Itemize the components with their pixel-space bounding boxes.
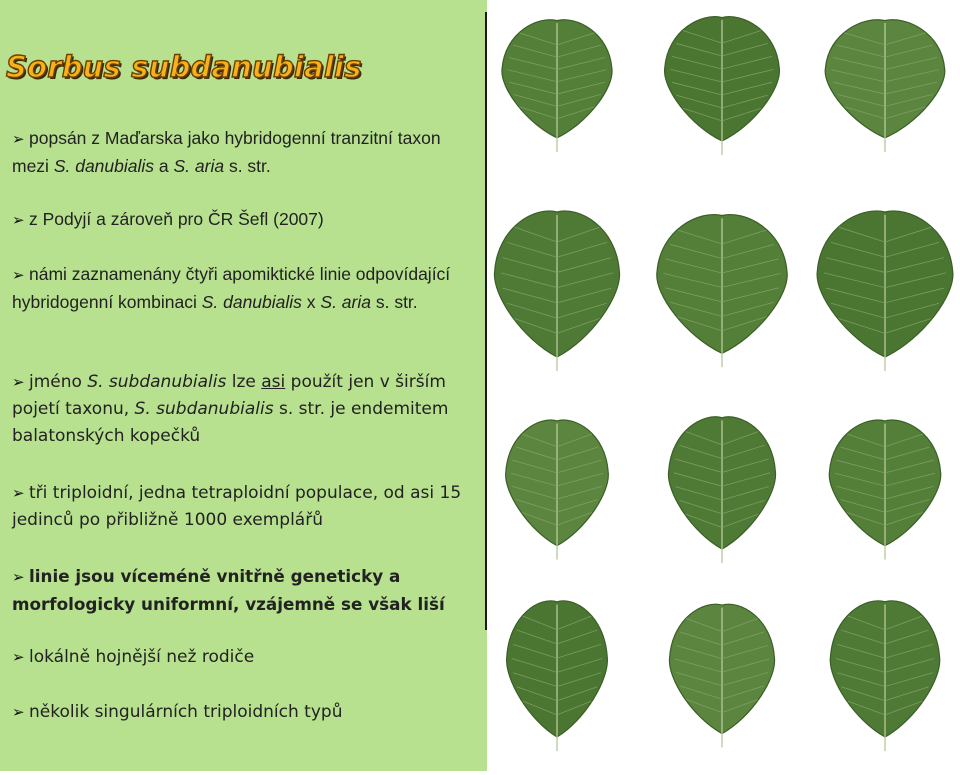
leaf-specimen: [669, 604, 774, 747]
bullet-text: použít jen v širším pojetí taxonu,: [12, 372, 446, 419]
bullet-text: S. aria: [320, 292, 371, 312]
bullet-text: s. str.: [224, 156, 271, 176]
bullet-text: jméno: [29, 372, 88, 392]
bullet-description: [12, 125, 482, 180]
leaf-specimen: [830, 601, 939, 751]
bullet-text: lze: [226, 372, 262, 392]
arrow-bullet-icon: ➢: [12, 130, 25, 148]
bullet-text: S. danubialis: [53, 156, 155, 176]
bullet-name: [12, 369, 482, 450]
bullet-text: s. str.: [370, 292, 418, 312]
bullet-text: popsán z Maďarska jako hybridogenní tranzitní taxon mezi: [12, 128, 441, 176]
bullet-text: S. subdanubialis: [87, 372, 227, 392]
bullet-text: z Podyjí a zároveň pro ČR Šefl (2007): [29, 209, 324, 229]
bullet-text: tři triploidní, jedna tetraploidní populace, od asi 15 jedinců po přibližně 1000 exemplářů: [12, 483, 462, 530]
bullet-text: asi: [261, 372, 286, 392]
slide-title: Sorbus subdanubialis: [6, 50, 362, 84]
leaf-specimen: [506, 420, 609, 560]
arrow-bullet-icon: ➢: [12, 484, 25, 502]
bullet-text: S. danubialis: [201, 292, 302, 312]
leaf-specimen: [665, 17, 780, 155]
bullet-text: x: [301, 292, 321, 312]
bullet-text: s. str. je endemitem balatonských kopečků: [12, 399, 449, 446]
bullet-origin: [12, 206, 482, 234]
leaf-specimens-image: [487, 0, 960, 771]
bullet-text: několik singulárních triploidních typů: [29, 702, 343, 722]
bullet-abundance: [12, 644, 482, 671]
bullet-text: S. subdanubialis: [134, 399, 274, 419]
leaf-specimen: [825, 20, 945, 152]
leaf-specimen: [494, 211, 619, 371]
arrow-bullet-icon: ➢: [12, 703, 25, 721]
leaf-specimen: [817, 211, 953, 371]
bullet-singular: [12, 699, 482, 726]
bullet-text: námi zaznamenány čtyři apomiktické linie odpovídající hybridogenní kombinaci: [12, 264, 451, 312]
bullet-populations: [12, 480, 482, 534]
bullet-lines: [12, 261, 482, 316]
bullet-text: a: [154, 156, 174, 176]
leaf-specimen: [657, 215, 787, 368]
arrow-bullet-icon: ➢: [12, 648, 25, 666]
leaf-specimens-grid: [487, 0, 960, 771]
arrow-bullet-icon: ➢: [12, 211, 25, 229]
leaf-specimen: [507, 601, 608, 751]
arrow-bullet-icon: ➢: [12, 266, 25, 284]
leaf-specimen: [829, 420, 940, 560]
bullet-text: linie jsou víceméně vnitřně geneticky a morfologicky uniformní, vzájemně se však liší: [12, 566, 445, 614]
arrow-bullet-icon: ➢: [12, 373, 25, 391]
bullet-text: S. aria: [173, 156, 225, 176]
leaf-specimen: [668, 417, 775, 563]
bullet-uniformity: [12, 563, 482, 618]
bullet-text: lokálně hojnější než rodiče: [29, 647, 255, 667]
leaf-specimen: [502, 20, 612, 152]
arrow-bullet-icon: ➢: [12, 568, 25, 586]
